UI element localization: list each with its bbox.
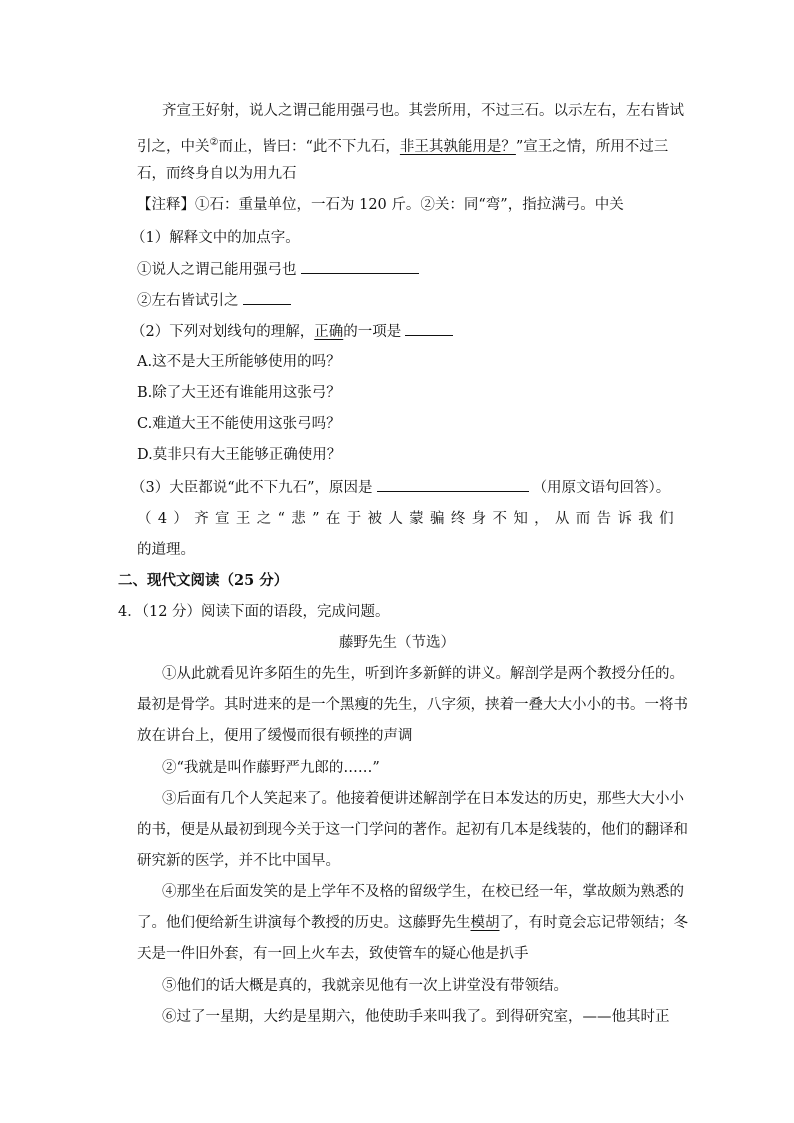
q4-char: 王 [235, 511, 251, 527]
q4-char: 齐 [194, 511, 209, 527]
q4-char: ， [534, 511, 549, 527]
passage-line-1: 齐宣王好射，说人之谓己能用强弓也。其尝所用，不过三石。以示左右，左右皆试 [162, 103, 684, 119]
para-4-line-3: 天是一件旧外套，有一回上火车去，致使管车的疑心他是扒手 [137, 946, 529, 962]
footnote-marker-2: ② [209, 137, 219, 148]
q4-char: 告 [596, 511, 612, 527]
passage-note: 【注释】①石：重量单位，一石为 120 斤。②关：同“弯”，指拉满弓。中关 [137, 197, 624, 213]
answer-blank-3[interactable] [405, 321, 453, 336]
q4-char: 于 [346, 511, 362, 527]
question-2-text-a: （2）下列对划线句的理解， [131, 324, 315, 340]
q4-char: 诉 [617, 511, 632, 527]
q4-char: （ [137, 511, 152, 527]
question-4 [137, 509, 674, 529]
question-2 [131, 321, 453, 342]
question-1-item-2-text: ②左右皆试引之 [137, 293, 239, 309]
question-3-text-a: （3）大臣都说“此不下九石”，原因是 [131, 480, 373, 496]
para-6: ⑥过了一星期，大约是星期六，他使助手来叫我了。到得研究室，——他其时正 [162, 1009, 670, 1025]
para-3-line-3: 研究新的医学，并不比中国早。 [137, 853, 340, 869]
para-1-line-2: 最初是骨学。其时进来的是一个黑瘦的先生，八字须，挟着一叠大大小小的书。一将书 [137, 697, 688, 713]
option-d: D.莫非只有大王能够正确使用？ [137, 447, 342, 463]
passage-line-2-a: 引之，中关 [137, 138, 210, 155]
answer-blank-4[interactable] [377, 477, 529, 492]
option-c: C.难道大王不能使用这张弓吗？ [137, 416, 341, 432]
q4-char: 知 [513, 511, 528, 527]
para-4-line-2-a: 了。他们便给新生讲演每个教授的历史。这藤野先生 [137, 915, 471, 931]
q4-char: 们 [659, 511, 674, 527]
question-3 [131, 477, 670, 498]
question-1-item-1-text: ①说人之谓己能用强弓也 [137, 262, 297, 278]
q4-char: 蒙 [409, 511, 424, 527]
passage-line-2-c: ”宣王之情，所用不过三 [515, 138, 669, 155]
q4-char: ” [312, 511, 320, 527]
answer-blank-1[interactable] [301, 259, 419, 274]
question-1: （1）解释文中的加点字。 [131, 230, 300, 246]
q4-char: 在 [325, 511, 341, 527]
q4-char: 终 [450, 511, 466, 527]
article-title: 藤野先生（节选） [339, 635, 455, 651]
q4-char: 不 [492, 511, 507, 527]
question-1-item-1 [137, 259, 419, 280]
underlined-sentence: 非王其孰能用是？ [399, 138, 516, 155]
question-2-underlined: 正确 [314, 324, 344, 340]
q4-char: 之 [256, 511, 272, 527]
q4-char: 而 [575, 511, 591, 527]
question-1-item-2 [137, 290, 291, 311]
section-heading: 二、现代文阅读（25 分） [118, 572, 289, 589]
para-2: ②“我就是叫作藤野严九郎的……” [162, 760, 380, 776]
answer-blank-2[interactable] [243, 290, 291, 305]
q4-char: “ [277, 511, 285, 527]
passage-line-3: 石，而终身自以为用九石 [137, 166, 297, 182]
q4-char: 人 [388, 511, 403, 527]
para-3-line-2: 的书，便是从最初到现今关于这一门学问的著作。起初有几本是线装的，他们的翻译和 [137, 822, 688, 838]
option-b: B.除了大王还有谁能用这张弓？ [137, 385, 341, 401]
q4-char: 骗 [430, 511, 445, 527]
q4-char: 从 [554, 511, 570, 527]
question-4-intro: 4．（12 分）阅读下面的语段，完成问题。 [118, 604, 390, 620]
question-3-text-b: （用原文语句回答）。 [532, 480, 671, 496]
para-4-line-1: ④那坐在后面发笑的是上学年不及格的留级学生，在校已经一年，掌故颇为熟悉的 [162, 884, 684, 900]
q4-char: 悲 [291, 511, 306, 527]
para-5: ⑤他们的话大概是真的，我就亲见他有一次上讲堂没有带领结。 [162, 978, 568, 994]
question-2-text-b: 的一项是 [343, 324, 402, 340]
q4-char: 身 [471, 511, 487, 527]
passage-line-2 [137, 133, 668, 157]
q4-char: ） [173, 511, 188, 527]
q4-char: 宣 [215, 511, 230, 527]
passage-line-2-b: 而止，皆曰：“此不下九石， [218, 138, 400, 155]
q4-char: 4 [157, 511, 168, 527]
para-4-line-2 [137, 913, 688, 933]
question-4-line-2: 的道理。 [137, 542, 195, 558]
para-4-line-2-b: 了，有时竟会忘记带领结；冬 [499, 915, 688, 931]
para-1-line-1: ①从此就看见许多陌生的先生，听到许多新鲜的讲义。解剖学是两个教授分任的。 [162, 666, 684, 682]
para-1-line-3: 放在讲台上，便用了缓慢而很有顿挫的声调 [137, 728, 413, 744]
para-3-line-1: ③后面有几个人笑起来了。他接着便讲述解剖学在日本发达的历史，那些大大小小 [162, 791, 684, 807]
q4-char: 我 [638, 511, 653, 527]
q4-char: 被 [367, 511, 383, 527]
underlined-word: 模胡 [470, 915, 500, 931]
option-a: A.这不是大王所能够使用的吗？ [137, 354, 341, 370]
